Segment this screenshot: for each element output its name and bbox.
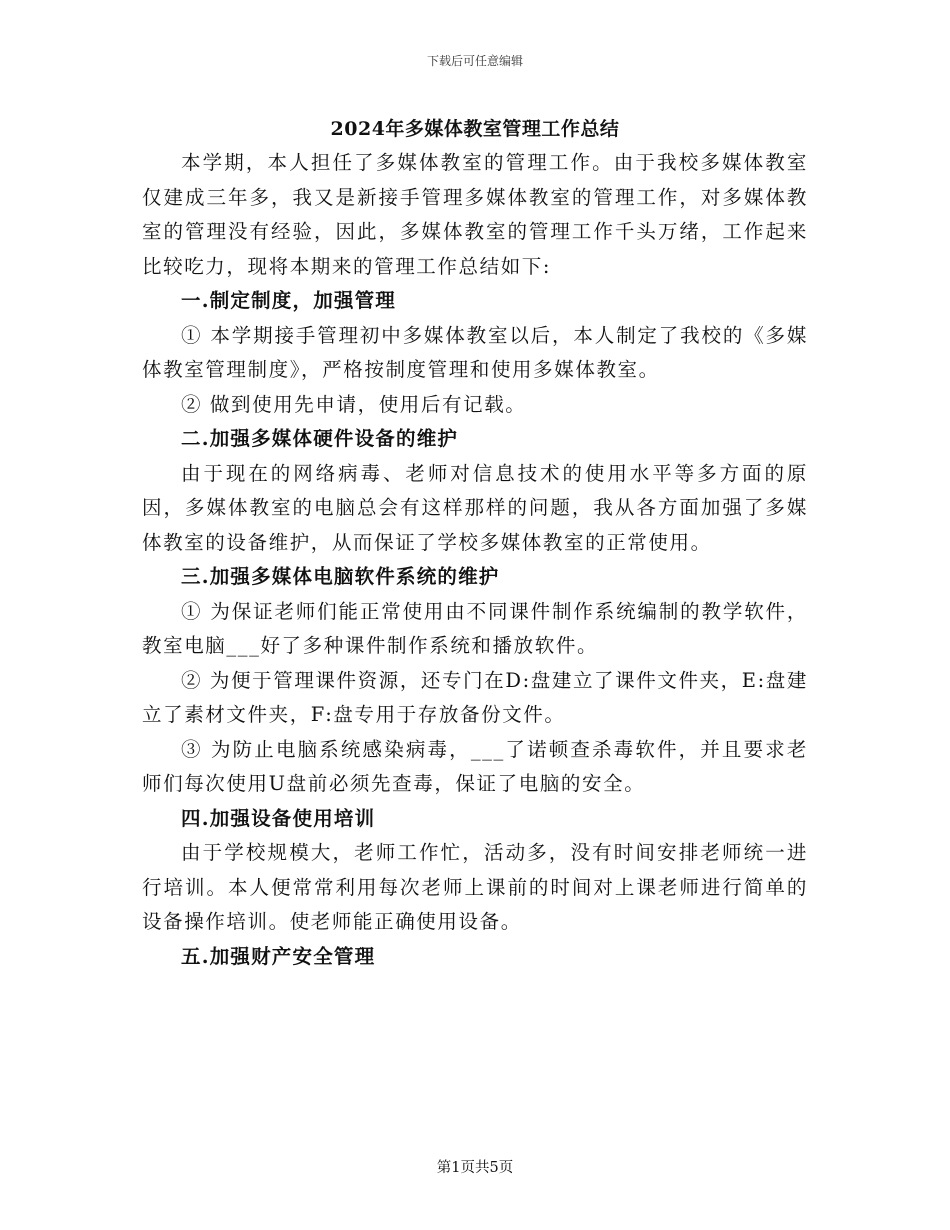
section-4-paragraph: 由于学校规模大，老师工作忙，活动多，没有时间安排老师统一进行培训。本人便常常利用每次老师上课前的时间对上课老师进行简单的设备操作培训。使老师能正确使用设备。	[142, 841, 808, 933]
page-footer: 第1页共5页	[436, 1160, 514, 1176]
section-heading-4: 四.加强设备使用培训	[181, 806, 376, 830]
section-1-item-1: ① 本学期接手管理初中多媒体教室以后，本人制定了我校的《多媒体教室管理制度》，严格按制度管理和使用多媒体教室。	[142, 323, 808, 381]
section-heading-2: 二.加强多媒体硬件设备的维护	[181, 427, 459, 450]
intro-paragraph: 本学期，本人担任了多媒体教室的管理工作。由于我校多媒体教室仅建成三年多，我又是新接手管理多媒体教室的管理工作，对多媒体教室的管理没有经验，因此，多媒体教室的管理工作千头万绪，工作起来比较吃力，现将本期来的管理工作总结如下:	[142, 151, 808, 278]
section-3-item-1: ① 为保证老师们能正常使用由不同课件制作系统编制的教学软件，教室电脑___好了多种课件制作系统和播放软件。	[142, 599, 808, 657]
page-header: 下载后可任意编辑	[426, 54, 523, 68]
section-1-item-2: ② 做到使用先申请，使用后有记载。	[181, 392, 527, 416]
section-heading-1: 一.制定制度，加强管理	[181, 289, 396, 312]
section-3-item-3: ③ 为防止电脑系统感染病毒，___了诺顿查杀毒软件，并且要求老师们每次使用U盘前必须先查毒，保证了电脑的安全。	[142, 737, 808, 795]
section-3-item-2: ② 为便于管理课件资源，还专门在D:盘建立了课件文件夹，E:盘建立了素材文件夹，F:盘专用于存放备份文件。	[142, 668, 808, 726]
section-2-paragraph: 由于现在的网络病毒、老师对信息技术的使用水平等多方面的原因，多媒体教室的电脑总会有这样那样的问题，我从各方面加强了多媒体教室的设备维护，从而保证了学校多媒体教室的正常使用。	[142, 461, 808, 554]
document-title: 2024年多媒体教室管理工作总结	[330, 118, 620, 140]
section-heading-5: 五.加强财产安全管理	[181, 944, 376, 968]
document-body	[142, 146, 808, 974]
section-heading-3: 三.加强多媒体电脑软件系统的维护	[181, 565, 500, 588]
